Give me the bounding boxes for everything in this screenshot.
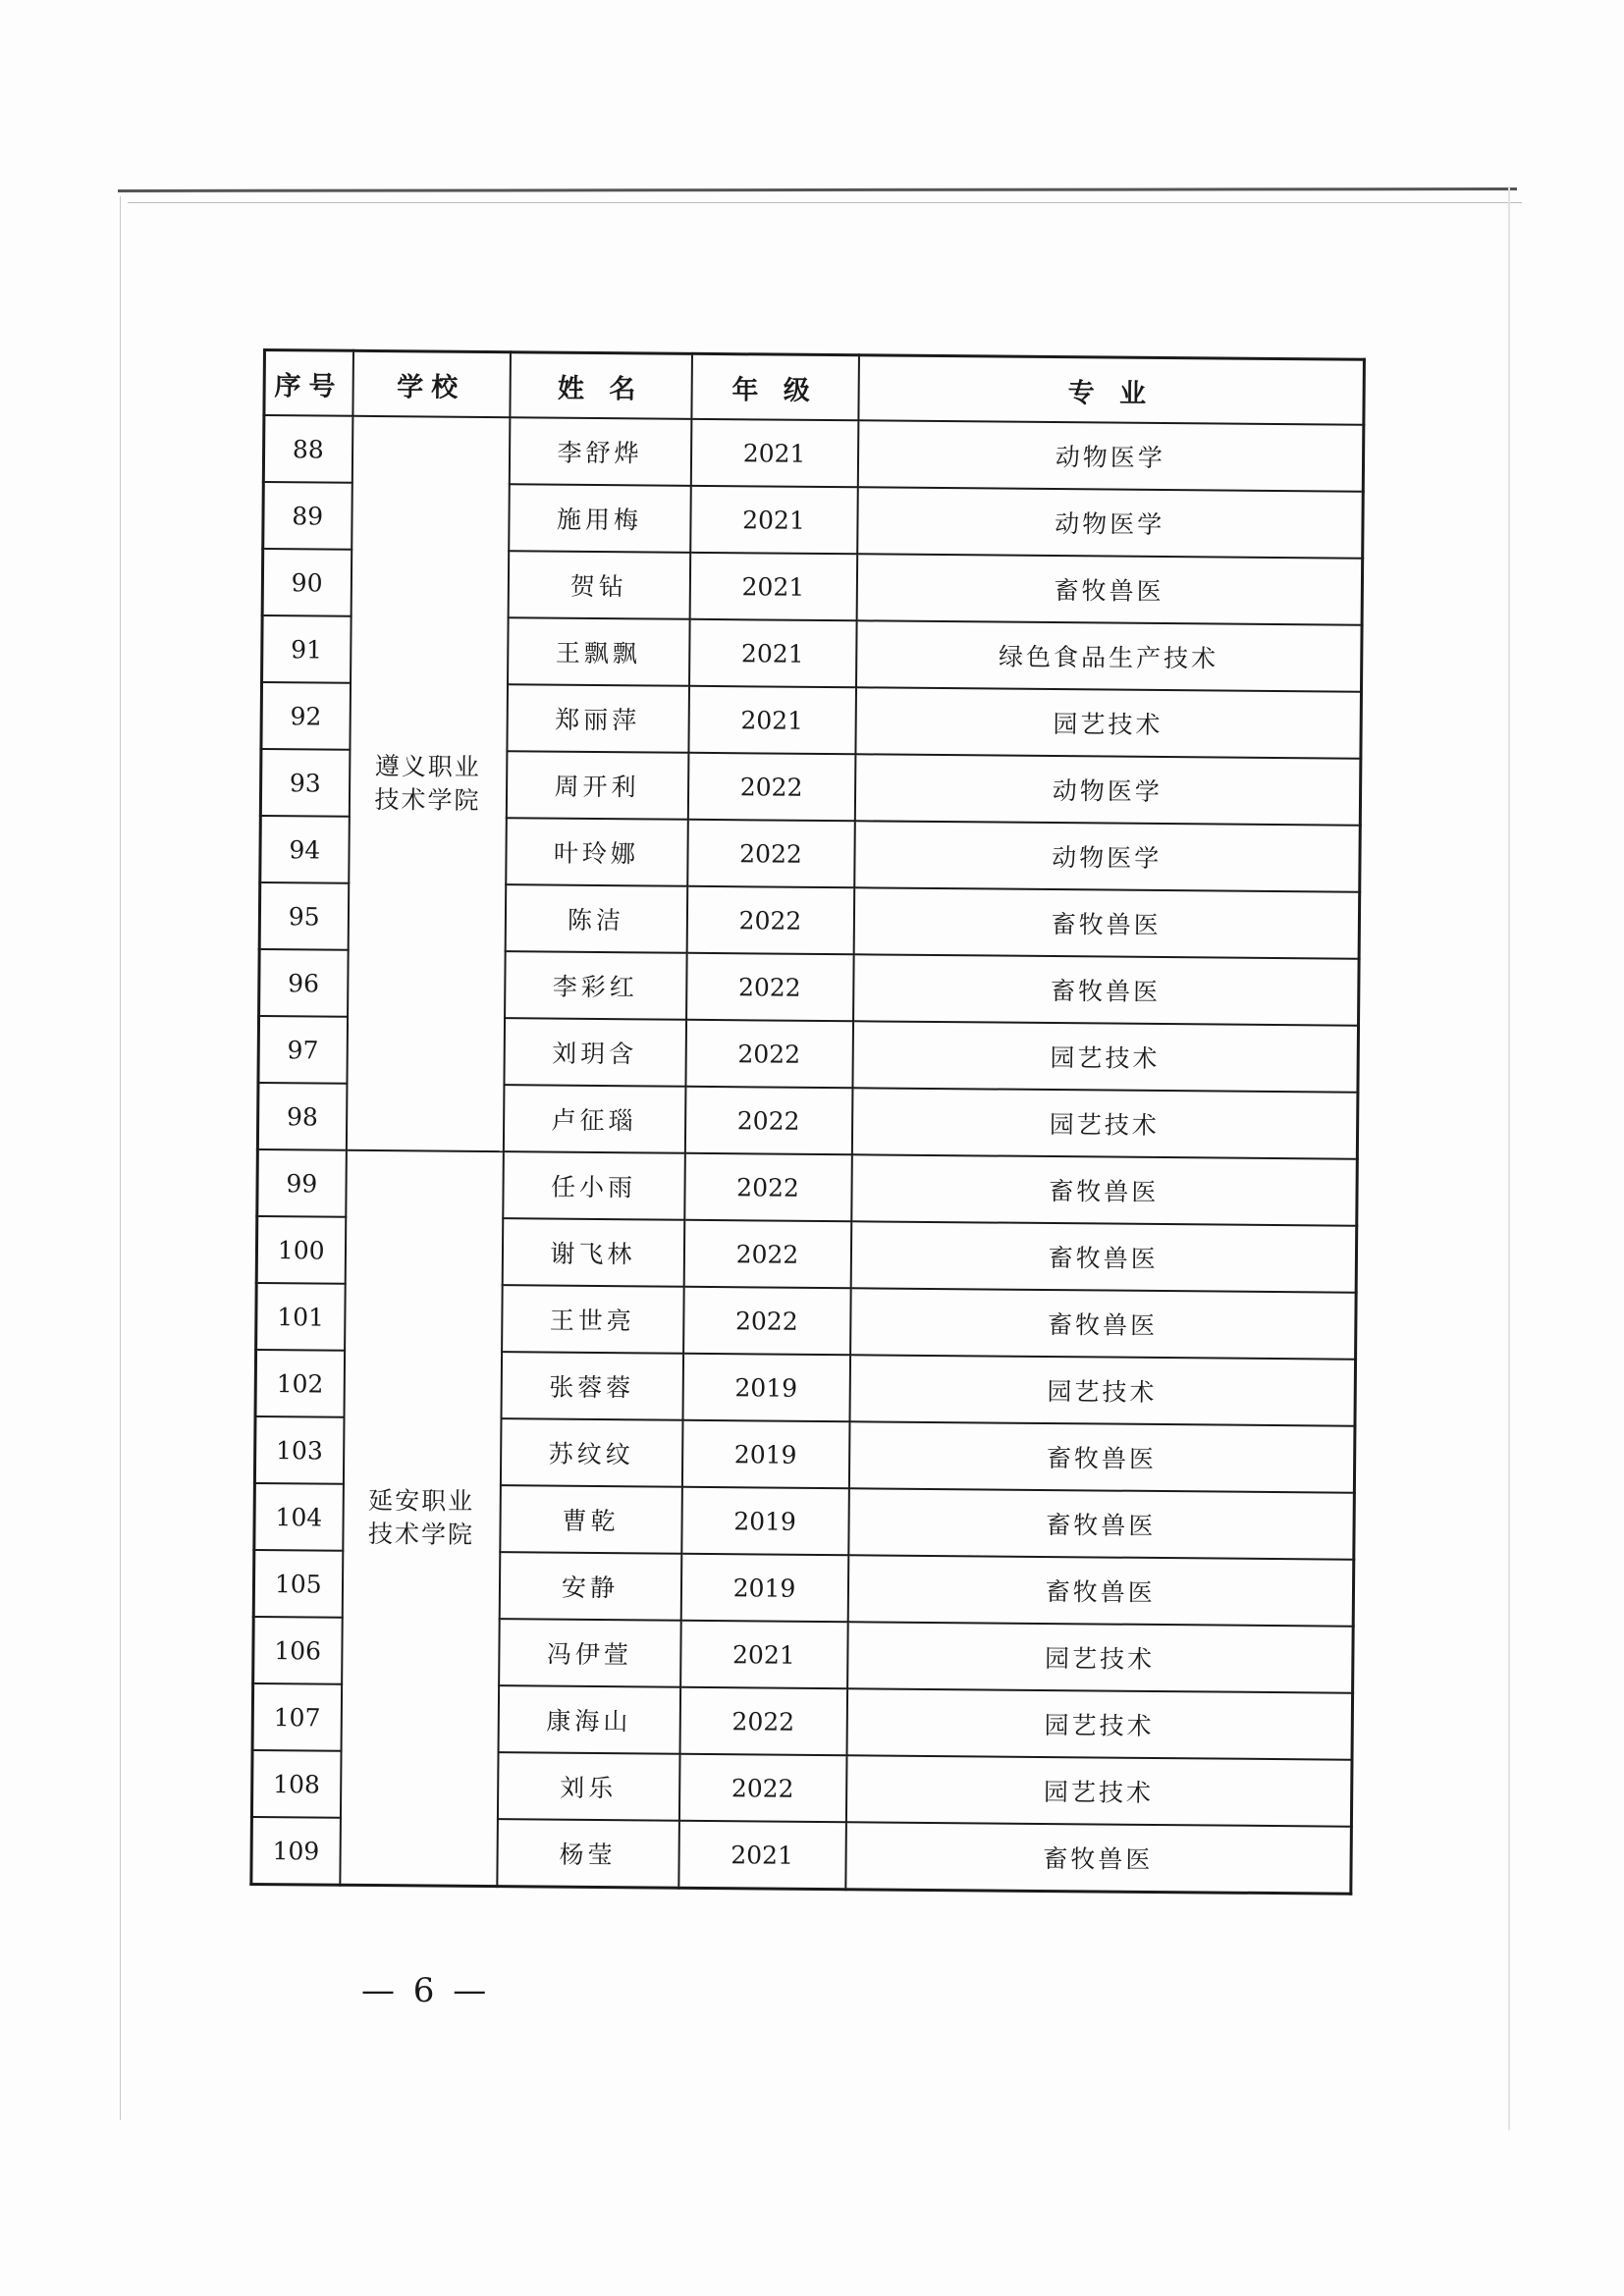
table-body — [251, 415, 1364, 1894]
student-name: 任小雨 — [503, 1151, 685, 1220]
student-name: 周开利 — [506, 751, 688, 820]
roster-table-container — [249, 348, 1363, 1896]
scan-edge-left — [120, 196, 121, 2120]
student-major: 畜牧兽医 — [847, 1555, 1354, 1626]
student-name: 刘玥含 — [504, 1018, 686, 1087]
student-major: 畜牧兽医 — [848, 1421, 1355, 1492]
student-name: 李彩红 — [505, 951, 687, 1020]
student-grade: 2022 — [683, 1220, 851, 1288]
school-cell-yanan — [340, 1150, 504, 1887]
student-major: 园艺技术 — [855, 687, 1362, 758]
student-major: 园艺技术 — [852, 1021, 1359, 1092]
student-grade: 2022 — [684, 1153, 852, 1221]
student-name: 郑丽萍 — [507, 684, 689, 753]
student-grade: 2021 — [680, 1621, 848, 1688]
header-grade: 年 级 — [691, 353, 859, 420]
student-major: 畜牧兽医 — [853, 954, 1360, 1025]
student-grade: 2022 — [679, 1687, 847, 1755]
scan-edge-right — [1508, 187, 1510, 2130]
row-index: 105 — [253, 1550, 343, 1618]
student-name: 施用梅 — [509, 484, 691, 553]
school-cell-zunyi — [346, 416, 510, 1151]
student-name: 贺钻 — [508, 551, 690, 619]
student-grade: 2021 — [690, 486, 858, 554]
row-index: 108 — [251, 1750, 341, 1818]
student-grade: 2019 — [682, 1354, 850, 1421]
student-name: 曹乾 — [500, 1485, 682, 1554]
row-index: 91 — [262, 615, 352, 683]
student-major: 畜牧兽医 — [850, 1288, 1357, 1359]
row-index: 96 — [259, 949, 349, 1017]
student-name: 冯伊萱 — [499, 1619, 681, 1687]
student-grade: 2022 — [686, 886, 854, 954]
student-roster-table — [249, 348, 1366, 1896]
student-name: 杨莹 — [497, 1819, 679, 1888]
student-major: 动物医学 — [857, 487, 1364, 558]
student-grade: 2022 — [687, 820, 855, 887]
student-grade: 2022 — [687, 753, 855, 821]
student-grade: 2022 — [684, 1087, 852, 1154]
header-school: 学校 — [352, 350, 511, 417]
student-major: 畜牧兽医 — [856, 554, 1363, 624]
student-major: 畜牧兽医 — [845, 1822, 1352, 1894]
student-grade: 2021 — [689, 553, 857, 620]
student-major: 园艺技术 — [846, 1688, 1353, 1759]
student-name: 陈洁 — [505, 884, 687, 953]
row-index: 90 — [262, 549, 352, 616]
student-grade: 2022 — [686, 953, 854, 1021]
scan-edge-line — [128, 202, 1522, 203]
row-index: 89 — [263, 482, 352, 550]
row-index: 102 — [255, 1350, 345, 1417]
row-index: 101 — [256, 1283, 346, 1351]
row-index: 106 — [253, 1617, 343, 1684]
row-index: 98 — [257, 1083, 347, 1150]
row-index: 95 — [259, 882, 349, 950]
header-index: 序号 — [264, 350, 353, 416]
student-name: 王世亮 — [502, 1285, 684, 1354]
student-grade: 2019 — [681, 1420, 849, 1488]
student-major: 畜牧兽医 — [848, 1488, 1355, 1559]
school-name-line2: 技术学院 — [374, 785, 481, 815]
student-major: 动物医学 — [857, 420, 1364, 491]
student-major: 园艺技术 — [851, 1088, 1358, 1158]
student-major: 动物医学 — [854, 821, 1361, 891]
page-number: — 6 — — [361, 1971, 491, 2010]
student-name: 安静 — [499, 1552, 681, 1621]
student-major: 畜牧兽医 — [851, 1154, 1358, 1225]
student-name: 苏纹纹 — [500, 1418, 682, 1487]
row-index: 88 — [263, 415, 352, 483]
row-index: 94 — [260, 816, 350, 883]
student-grade: 2021 — [688, 686, 856, 754]
table-row — [263, 415, 1364, 492]
header-name: 姓 名 — [510, 352, 692, 419]
student-name: 李舒烨 — [509, 417, 691, 486]
student-grade: 2021 — [689, 619, 857, 687]
student-name: 刘乐 — [497, 1752, 679, 1821]
row-index: 103 — [254, 1416, 344, 1484]
student-grade: 2019 — [680, 1554, 848, 1622]
row-index: 109 — [251, 1817, 341, 1885]
school-name-line1: 遵义职业 — [374, 752, 481, 781]
student-major: 园艺技术 — [849, 1355, 1356, 1425]
student-name: 康海山 — [498, 1685, 680, 1754]
student-major: 动物医学 — [854, 754, 1361, 825]
row-index: 107 — [252, 1683, 342, 1751]
student-major: 绿色食品生产技术 — [856, 620, 1363, 691]
student-major: 畜牧兽医 — [853, 887, 1360, 958]
student-name: 卢征瑙 — [503, 1085, 685, 1153]
student-major: 园艺技术 — [847, 1622, 1354, 1692]
row-index: 93 — [260, 749, 350, 817]
school-name-line1: 延安职业 — [368, 1485, 475, 1516]
student-grade: 2022 — [685, 1020, 853, 1088]
row-index: 104 — [254, 1483, 344, 1551]
row-index: 100 — [256, 1216, 346, 1284]
row-index: 97 — [258, 1016, 348, 1084]
table-row — [257, 1149, 1358, 1226]
student-grade: 2019 — [681, 1487, 849, 1555]
student-name: 谢飞林 — [502, 1218, 684, 1287]
student-major: 畜牧兽医 — [850, 1221, 1357, 1292]
scan-edge-top — [118, 187, 1517, 192]
school-name-line2: 技术学院 — [367, 1519, 475, 1549]
student-major: 园艺技术 — [845, 1755, 1352, 1826]
student-grade: 2022 — [683, 1287, 851, 1355]
student-name: 王飘飘 — [508, 617, 690, 686]
student-grade: 2021 — [678, 1821, 846, 1890]
row-index: 99 — [257, 1149, 347, 1217]
student-grade: 2022 — [678, 1754, 846, 1822]
header-major: 专 业 — [858, 355, 1365, 425]
student-name: 叶玲娜 — [506, 818, 688, 886]
student-name: 张蓉蓉 — [501, 1352, 683, 1420]
student-grade: 2021 — [690, 419, 858, 487]
table-header-row — [264, 350, 1365, 425]
row-index: 92 — [261, 682, 351, 750]
